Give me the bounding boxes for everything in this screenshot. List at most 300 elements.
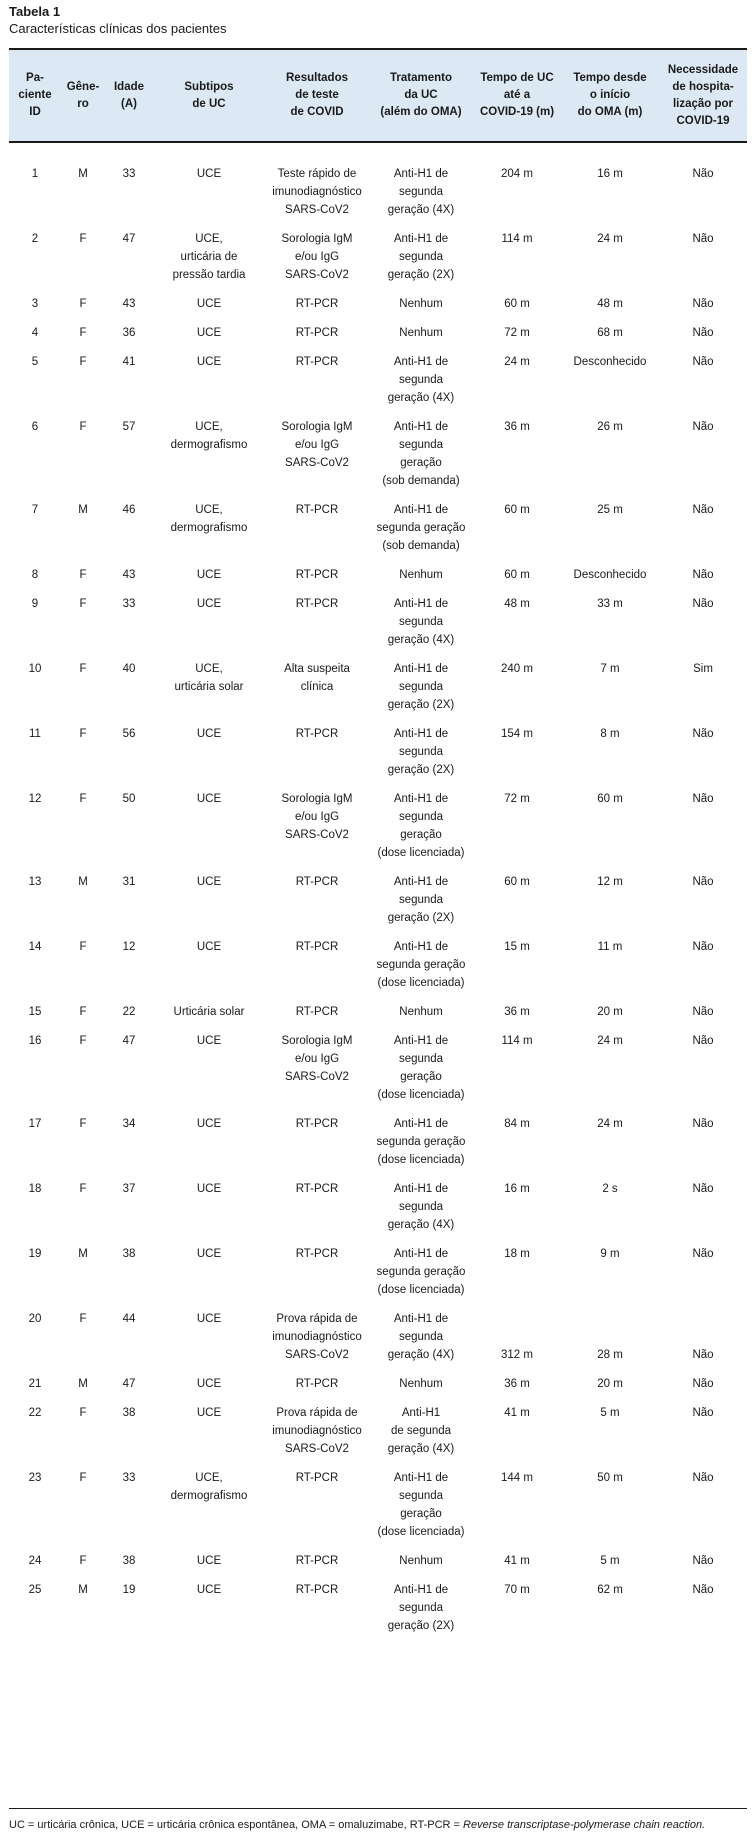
cell-line: Prova rápida de — [276, 1313, 358, 1325]
cell-age — [105, 595, 153, 660]
cell-oma-time — [561, 1115, 659, 1180]
cell-uc-treatment — [369, 1552, 473, 1581]
cell-oma-time — [561, 1245, 659, 1310]
cell-line: Teste rápido de — [277, 168, 357, 180]
cell-oma-time — [561, 1581, 659, 1646]
cell-line: RT-PCR — [295, 598, 339, 610]
cell-uc-treatment — [369, 1180, 473, 1245]
cell-line: geração (4X) — [387, 204, 455, 216]
cell-age — [105, 660, 153, 725]
cell-age — [105, 295, 153, 324]
cell-line: 15 — [28, 1006, 42, 1018]
cell-line: e/ou IgG — [294, 439, 340, 451]
column-header-age — [105, 50, 153, 141]
cell-oma-time — [561, 938, 659, 1003]
cell-uc-treatment — [369, 324, 473, 353]
cell-hospitalization — [659, 1469, 747, 1552]
cell-line: 6 — [31, 421, 39, 433]
cell-uc-treatment — [369, 1581, 473, 1646]
cell-line: 37 — [122, 1183, 136, 1195]
cell-uc-treatment — [369, 1032, 473, 1115]
footnote-text: UC = urticária crônica, UCE = urticária crônica espontânea, OMA = omaluzimabe, RT-PCR = — [9, 1819, 464, 1831]
table-header — [9, 50, 747, 141]
cell-line: M — [78, 1584, 88, 1596]
cell-hospitalization — [659, 1552, 747, 1581]
cell-line: 25 m — [597, 504, 623, 516]
cell-uc-to-covid — [473, 938, 561, 1003]
cell-line: UCE — [196, 598, 222, 610]
cell-line: Anti-H1 de — [393, 1118, 449, 1130]
cell-oma-time — [561, 790, 659, 873]
cell-line: 60 m — [597, 793, 623, 805]
cell-line: segunda — [398, 894, 444, 906]
cell-line: geração — [400, 829, 442, 841]
column-header-covid-test — [265, 50, 369, 141]
cell-line: 36 — [122, 327, 136, 339]
cell-line: UCE — [196, 1313, 222, 1325]
cell-line: 22 — [28, 1407, 42, 1419]
cell-uc-to-covid — [473, 295, 561, 324]
cell-hospitalization — [659, 295, 747, 324]
column-header-line: COVID-19 (m) — [479, 106, 555, 118]
cell-line: Sorologia IgM — [281, 233, 353, 245]
cell-line: geração — [400, 457, 442, 469]
cell-line: e/ou IgG — [294, 811, 340, 823]
bottom-rule — [9, 1808, 747, 1809]
cell-patient-id — [9, 1552, 61, 1581]
cell-line: 7 — [31, 504, 39, 516]
cell-covid-test — [265, 725, 369, 790]
column-header-line: Resultados — [286, 72, 348, 84]
column-header-line: Tempo de UC — [480, 72, 554, 84]
cell-line: RT-PCR — [295, 1006, 339, 1018]
cell-line: 36 m — [504, 421, 530, 433]
cell-oma-time — [561, 324, 659, 353]
header-rule — [9, 141, 747, 143]
cell-line: 26 m — [597, 421, 623, 433]
table-row — [9, 1404, 747, 1469]
cell-line: Não — [692, 1183, 714, 1195]
header-row — [9, 50, 747, 141]
cell-uc-treatment — [369, 1375, 473, 1404]
cell-gender — [61, 873, 105, 938]
cell-line: Sim — [693, 663, 713, 675]
cell-covid-test — [265, 566, 369, 595]
cell-oma-time — [561, 295, 659, 324]
cell-line: Anti-H1 de — [393, 1183, 449, 1195]
cell-line: 34 — [122, 1118, 136, 1130]
cell-line: Anti-H1 de — [393, 1313, 449, 1325]
cell-line: 48 m — [597, 298, 623, 310]
cell-gender — [61, 1310, 105, 1375]
cell-uc-subtype — [153, 418, 265, 501]
table-row — [9, 1375, 747, 1404]
cell-line: F — [79, 598, 87, 610]
cell-uc-subtype — [153, 790, 265, 873]
cell-age — [105, 1180, 153, 1245]
cell-line: dermografismo — [170, 522, 248, 534]
cell-patient-id — [9, 1032, 61, 1115]
cell-line: 4 — [31, 327, 39, 339]
cell-line: Não — [692, 728, 714, 740]
cell-line: 56 — [122, 728, 136, 740]
column-header-line: (A) — [121, 97, 137, 110]
cell-gender — [61, 501, 105, 566]
column-header-uc-treatment — [369, 50, 473, 141]
cell-oma-time — [561, 1404, 659, 1469]
cell-line: de segunda — [390, 1425, 452, 1437]
cell-patient-id — [9, 1469, 61, 1552]
cell-line: 33 — [122, 1472, 136, 1484]
table-row — [9, 1180, 747, 1245]
cell-line: Nenhum — [399, 1555, 443, 1567]
cell-uc-subtype — [153, 1552, 265, 1581]
cell-oma-time — [561, 230, 659, 295]
cell-line: segunda geração — [376, 959, 466, 971]
cell-uc-subtype — [153, 353, 265, 418]
cell-uc-treatment — [369, 353, 473, 418]
cell-age — [105, 1310, 153, 1375]
cell-gender — [61, 295, 105, 324]
cell-covid-test — [265, 1180, 369, 1245]
cell-covid-test — [265, 1032, 369, 1115]
cell-covid-test — [265, 1375, 369, 1404]
cell-line: segunda — [398, 811, 444, 823]
cell-line: segunda geração — [376, 1136, 466, 1148]
cell-line: (sob demanda) — [382, 475, 460, 487]
cell-line: Anti-H1 de — [393, 876, 449, 888]
cell-line: 60 m — [504, 876, 530, 888]
cell-line: 25 — [28, 1584, 42, 1596]
cell-line: RT-PCR — [295, 728, 339, 740]
cell-line: 38 — [122, 1555, 136, 1567]
cell-line: Sorologia IgM — [281, 421, 353, 433]
table-row — [9, 230, 747, 295]
cell-gender — [61, 1115, 105, 1180]
cell-line: UCE — [196, 1183, 222, 1195]
cell-oma-time — [561, 353, 659, 418]
cell-line: Anti-H1 de — [393, 1584, 449, 1596]
cell-line: 60 m — [504, 298, 530, 310]
cell-patient-id — [9, 660, 61, 725]
cell-gender — [61, 230, 105, 295]
cell-gender — [61, 1003, 105, 1032]
cell-uc-subtype — [153, 230, 265, 295]
cell-uc-treatment — [369, 230, 473, 295]
cell-age — [105, 1115, 153, 1180]
cell-line: SARS-CoV2 — [285, 1349, 349, 1361]
cell-line: 14 — [28, 941, 42, 953]
cell-line: RT-PCR — [295, 504, 339, 516]
cell-gender — [61, 566, 105, 595]
table-row — [9, 1552, 747, 1581]
column-header-line: COVID-19 — [676, 114, 730, 127]
cell-uc-to-covid — [473, 1469, 561, 1552]
cell-line: 21 — [28, 1378, 42, 1390]
cell-age — [105, 230, 153, 295]
cell-patient-id — [9, 165, 61, 230]
cell-line: Não — [692, 1118, 714, 1130]
cell-line: Não — [692, 1035, 714, 1047]
cell-line: F — [79, 1555, 87, 1567]
cell-line: 68 m — [597, 327, 623, 339]
cell-line: UCE — [196, 298, 222, 310]
table-row — [9, 938, 747, 1003]
cell-line: segunda — [398, 746, 444, 758]
table-row — [9, 418, 747, 501]
cell-uc-to-covid — [473, 1375, 561, 1404]
cell-line: 20 — [28, 1313, 42, 1325]
table-row — [9, 295, 747, 324]
cell-line: 38 — [122, 1248, 136, 1260]
cell-line: 312 m — [501, 1349, 533, 1361]
table-row — [9, 1032, 747, 1115]
cell-patient-id — [9, 418, 61, 501]
cell-line: geração — [400, 1508, 442, 1520]
cell-hospitalization — [659, 595, 747, 660]
cell-line: M — [78, 1378, 88, 1390]
cell-line: M — [78, 1248, 88, 1260]
cell-line: 20 m — [597, 1378, 623, 1390]
column-header-line: Tratamento — [390, 72, 452, 84]
cell-line: F — [79, 1035, 87, 1047]
cell-uc-treatment — [369, 1310, 473, 1375]
cell-line: 19 — [28, 1248, 42, 1260]
cell-line: UCE, — [195, 421, 223, 433]
column-header-line: até a — [503, 89, 531, 101]
cell-line: imunodiagnóstico — [272, 186, 362, 198]
cell-line: F — [79, 1006, 87, 1018]
cell-line: SARS-CoV2 — [285, 269, 349, 281]
cell-line: clínica — [300, 681, 334, 693]
cell-line: urticária solar — [174, 681, 244, 693]
cell-line: 24 m — [597, 1035, 623, 1047]
cell-line: Não — [692, 1006, 714, 1018]
cell-line: Não — [692, 233, 714, 245]
cell-line: Não — [692, 356, 714, 368]
cell-uc-subtype — [153, 873, 265, 938]
cell-line: pressão tardia — [172, 269, 246, 281]
cell-line: 24 m — [597, 1118, 623, 1130]
cell-oma-time — [561, 1310, 659, 1375]
cell-line: (dose licenciada) — [377, 1089, 465, 1101]
cell-line: 36 m — [504, 1378, 530, 1390]
cell-line: UCE, — [195, 1472, 223, 1484]
cell-line: segunda — [398, 251, 444, 263]
column-header-line: ciente — [18, 89, 52, 101]
cell-uc-to-covid — [473, 165, 561, 230]
cell-age — [105, 1581, 153, 1646]
cell-gender — [61, 165, 105, 230]
column-header-line: de COVID — [290, 106, 344, 118]
cell-line: Anti-H1 de — [393, 728, 449, 740]
footnote — [9, 1818, 705, 1832]
cell-age — [105, 873, 153, 938]
cell-line: Não — [692, 598, 714, 610]
cell-uc-subtype — [153, 1245, 265, 1310]
cell-uc-treatment — [369, 938, 473, 1003]
cell-line: F — [79, 1313, 87, 1325]
cell-age — [105, 324, 153, 353]
cell-line: geração — [400, 1071, 442, 1083]
cell-line: 47 — [122, 233, 136, 245]
cell-gender — [61, 324, 105, 353]
column-header-line: Pa- — [26, 72, 44, 84]
cell-line: Não — [692, 1349, 714, 1361]
cell-line: 47 — [122, 1378, 136, 1390]
cell-line: (dose licenciada) — [377, 977, 465, 989]
cell-line: 154 m — [501, 728, 533, 740]
cell-uc-treatment — [369, 595, 473, 660]
cell-line: F — [79, 298, 87, 310]
cell-line: geração (2X) — [387, 912, 455, 924]
cell-line — [659, 1328, 747, 1346]
cell-line: Não — [692, 1472, 714, 1484]
cell-line: 57 — [122, 421, 136, 433]
cell-uc-to-covid — [473, 725, 561, 790]
cell-line: UCE — [196, 327, 222, 339]
column-header-line: ID — [29, 106, 41, 118]
cell-line: imunodiagnóstico — [272, 1425, 362, 1437]
cell-uc-treatment — [369, 725, 473, 790]
cell-uc-subtype — [153, 595, 265, 660]
cell-line: Não — [692, 1584, 714, 1596]
cell-uc-treatment — [369, 418, 473, 501]
cell-line: 18 — [28, 1183, 42, 1195]
cell-line: 62 m — [597, 1584, 623, 1596]
cell-line: 70 m — [504, 1584, 530, 1596]
cell-line: Não — [692, 1407, 714, 1419]
cell-line: M — [78, 504, 88, 516]
cell-line: Anti-H1 de — [393, 1472, 449, 1484]
cell-uc-to-covid — [473, 1404, 561, 1469]
cell-hospitalization — [659, 1115, 747, 1180]
cell-gender — [61, 353, 105, 418]
cell-age — [105, 938, 153, 1003]
cell-oma-time — [561, 1375, 659, 1404]
cell-line: UCE — [196, 168, 222, 180]
cell-oma-time — [561, 660, 659, 725]
column-header-line: (além do OMA) — [380, 106, 462, 118]
cell-line: 28 m — [597, 1349, 623, 1361]
table-row — [9, 660, 747, 725]
column-header-line: o início — [589, 89, 631, 101]
cell-line: UCE — [196, 876, 222, 888]
cell-line: Nenhum — [399, 327, 443, 339]
cell-covid-test — [265, 1552, 369, 1581]
cell-line — [473, 1310, 561, 1328]
cell-line: 114 m — [501, 233, 533, 245]
cell-line: 43 — [122, 298, 136, 310]
cell-line: 72 m — [504, 793, 530, 805]
cell-line: F — [79, 1472, 87, 1484]
cell-line: 2 s — [602, 1183, 618, 1195]
cell-covid-test — [265, 660, 369, 725]
cell-line: F — [79, 1118, 87, 1130]
table-row — [9, 165, 747, 230]
cell-line: F — [79, 233, 87, 245]
cell-line: imunodiagnóstico — [272, 1331, 362, 1343]
table-row — [9, 1003, 747, 1032]
cell-line: Urticária solar — [173, 1006, 245, 1018]
cell-uc-treatment — [369, 873, 473, 938]
cell-gender — [61, 418, 105, 501]
column-header-uc-subtype — [153, 50, 265, 141]
column-header-line: Necessidade — [667, 63, 739, 76]
cell-covid-test — [265, 938, 369, 1003]
cell-hospitalization — [659, 660, 747, 725]
cell-covid-test — [265, 324, 369, 353]
cell-uc-to-covid — [473, 230, 561, 295]
cell-gender — [61, 1469, 105, 1552]
column-header-line: ro — [77, 97, 89, 110]
cell-line: Desconhecido — [573, 569, 647, 581]
cell-line: Nenhum — [399, 298, 443, 310]
cell-uc-subtype — [153, 1581, 265, 1646]
cell-uc-subtype — [153, 165, 265, 230]
cell-hospitalization — [659, 566, 747, 595]
cell-line: RT-PCR — [295, 876, 339, 888]
cell-oma-time — [561, 501, 659, 566]
cell-age — [105, 1469, 153, 1552]
cell-covid-test — [265, 1245, 369, 1310]
cell-uc-to-covid — [473, 1115, 561, 1180]
cell-uc-to-covid — [473, 1552, 561, 1581]
cell-uc-to-covid — [473, 1310, 561, 1375]
cell-line: (sob demanda) — [382, 540, 460, 552]
cell-line: Não — [692, 504, 714, 516]
cell-line: geração (4X) — [387, 1443, 455, 1455]
cell-line: segunda — [398, 616, 444, 628]
cell-line: Nenhum — [399, 1378, 443, 1390]
column-header-uc-to-covid — [473, 50, 561, 141]
cell-uc-to-covid — [473, 1581, 561, 1646]
cell-oma-time — [561, 1003, 659, 1032]
cell-uc-to-covid — [473, 873, 561, 938]
cell-uc-treatment — [369, 295, 473, 324]
cell-oma-time — [561, 566, 659, 595]
cell-line: 72 m — [504, 327, 530, 339]
cell-hospitalization — [659, 1581, 747, 1646]
cell-line: 11 — [29, 728, 41, 740]
cell-age — [105, 165, 153, 230]
cell-oma-time — [561, 418, 659, 501]
cell-uc-treatment — [369, 1469, 473, 1552]
cell-covid-test — [265, 1404, 369, 1469]
cell-line: geração (2X) — [387, 699, 455, 711]
cell-uc-treatment — [369, 566, 473, 595]
cell-hospitalization — [659, 1310, 747, 1375]
table-row — [9, 790, 747, 873]
cell-hospitalization — [659, 324, 747, 353]
cell-uc-to-covid — [473, 790, 561, 873]
cell-line: UCE — [196, 728, 222, 740]
cell-line: 60 m — [504, 504, 530, 516]
cell-oma-time — [561, 873, 659, 938]
cell-line: RT-PCR — [295, 1584, 339, 1596]
cell-line: Não — [692, 327, 714, 339]
table-row — [9, 566, 747, 595]
cell-line: SARS-CoV2 — [285, 1071, 349, 1083]
cell-hospitalization — [659, 1404, 747, 1469]
cell-gender — [61, 1581, 105, 1646]
cell-uc-to-covid — [473, 660, 561, 725]
cell-line: 41 m — [504, 1407, 530, 1419]
cell-line: 17 — [28, 1118, 42, 1130]
cell-line: 13 — [28, 876, 42, 888]
cell-age — [105, 1245, 153, 1310]
cell-gender — [61, 938, 105, 1003]
